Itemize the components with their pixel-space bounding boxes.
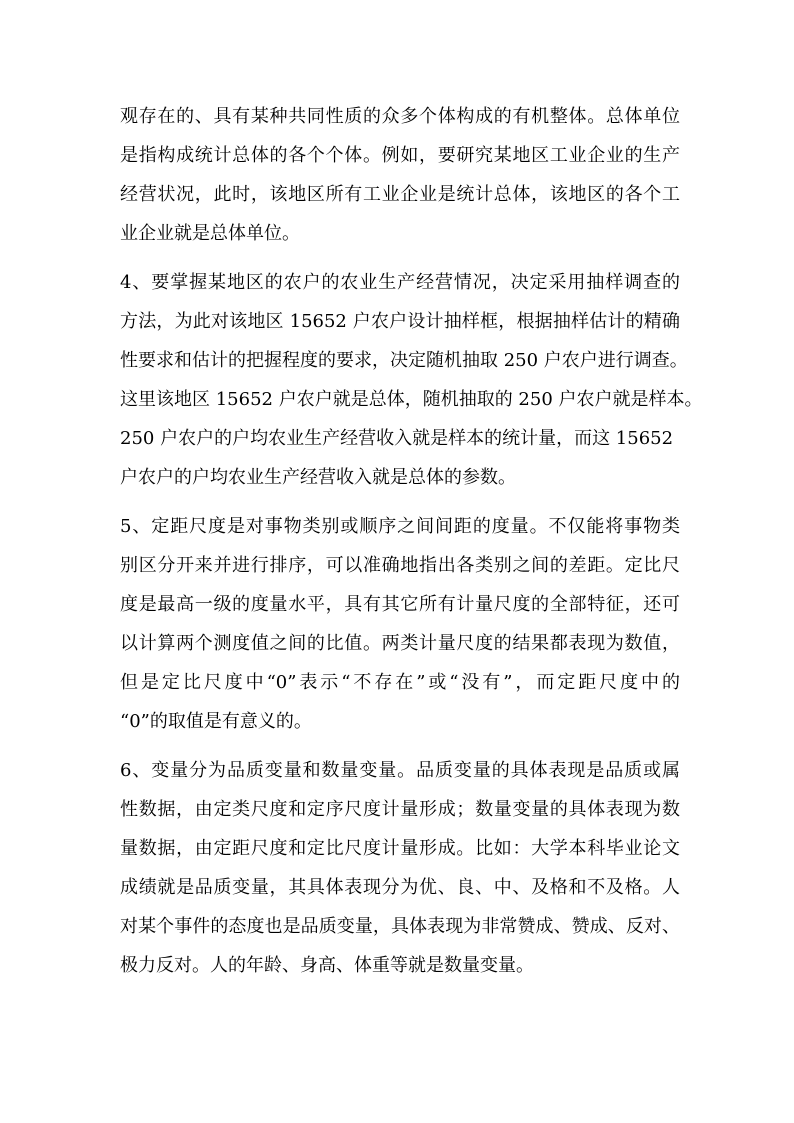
text-line: 这里该地区 15652 户农户就是总体，随机抽取的 250 户农户就是样本。	[120, 389, 703, 410]
text-line: 量数据，由定距尺度和定比尺度计量形成。比如：大学本科毕业论文	[120, 838, 680, 859]
text-line: 6、变量分为品质变量和数量变量。品质变量的具体表现是品质或属	[120, 760, 680, 781]
text-line: 户农户的户均农业生产经营收入就是总体的参数。	[120, 467, 516, 488]
text-line: 250 户农户的户均农业生产经营收入就是样本的统计量，而这 15652	[120, 428, 674, 449]
text-line: 对某个事件的态度也是品质变量，具体表现为非常赞成、赞成、反对、	[120, 916, 680, 937]
text-line: 以计算两个测度值之间的比值。两类计量尺度的结果都表现为数值，	[120, 633, 680, 654]
text-line: 5、定距尺度是对事物类别或顺序之间间距的度量。不仅能将事物类	[120, 516, 680, 537]
text-line: 度是最高一级的度量水平，具有其它所有计量尺度的全部特征，还可	[120, 594, 680, 615]
text-line: 成绩就是品质变量，其具体表现分为优、良、中、及格和不及格。人	[120, 877, 680, 898]
text-line: 方法，为此对该地区 15652 户农户设计抽样框，根据抽样估计的精确	[120, 311, 680, 332]
text-line: 别区分开来并进行排序，可以准确地指出各类别之间的差距。定比尺	[120, 555, 680, 576]
text-line: 是指构成统计总体的各个个体。例如，要研究某地区工业企业的生产	[120, 145, 680, 166]
text-line: 但是定比尺度中“0”表示“不存在”或“没有”，而定距尺度中的	[120, 672, 680, 693]
text-line: 观存在的、具有某种共同性质的众多个体构成的有机整体。总体单位	[120, 106, 680, 127]
text-line: 极力反对。人的年龄、身高、体重等就是数量变量。	[120, 955, 534, 976]
text-line: 经营状况，此时，该地区所有工业企业是统计总体，该地区的各个工	[120, 184, 680, 205]
text-line: 业企业就是总体单位。	[120, 223, 300, 244]
text-line: 性数据，由定类尺度和定序尺度计量形成；数量变量的具体表现为数	[120, 799, 680, 820]
text-line: “0”的取值是有意义的。	[120, 711, 312, 732]
text-line: 性要求和估计的把握程度的要求，决定随机抽取 250 户农户进行调查。	[120, 350, 688, 371]
text-line: 4、要掌握某地区的农户的农业生产经营情况，决定采用抽样调查的	[120, 272, 680, 293]
